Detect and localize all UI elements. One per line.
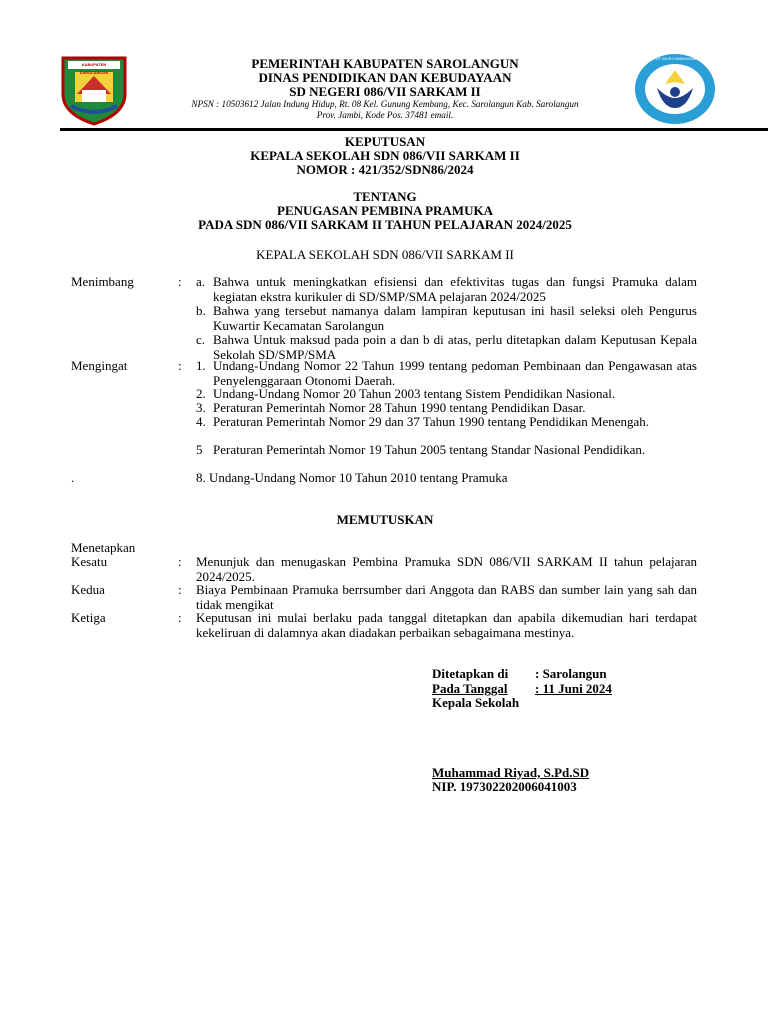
decision-kesatu-label: Kesatu [71, 554, 108, 569]
menimbang-colon: : [178, 274, 182, 289]
decree-subject [100, 190, 670, 232]
letterhead-divider [60, 128, 768, 131]
decree-number: NOMOR : 421/352/SDN86/2024 [296, 162, 474, 177]
decision-ketiga-colon: : [178, 610, 182, 625]
signature-date-label: Pada Tanggal [432, 681, 508, 696]
mengingat-item-8: 8. Undang-Undang Nomor 10 Tahun 2010 tentang Pramuka [196, 470, 508, 485]
menimbang-mark-c: c. [196, 332, 206, 347]
mengingat-colon: : [178, 358, 182, 373]
mengingat-mark-3: 3. [196, 400, 206, 415]
signature-place-label: Ditetapkan di [432, 666, 509, 681]
menetapkan-label: Menetapkan [71, 540, 136, 555]
mengingat-item-2: Undang-Undang Nomor 20 Tahun 2003 tentang Sistem Pendidikan Nasional. [213, 386, 616, 401]
letterhead-address-2: Prov. Jambi, Kode Pos. 37481 email. [316, 110, 454, 120]
subject-line-2: PADA SDN 086/VII SARKAM II TAHUN PELAJARAN 2024/2025 [198, 217, 572, 232]
menimbang-item-b: Bahwa yang tersebut namanya dalam lampiran keputusan ini hasil seleksi oleh Pengurus Kuwartir Kecamatan Sarolangun [213, 303, 697, 333]
decision-kedua-colon: : [178, 582, 182, 597]
menimbang-mark-b: b. [196, 303, 206, 318]
menimbang-label: Menimbang [71, 274, 134, 289]
letterhead-school: SD NEGERI 086/VII SARKAM II [289, 84, 481, 99]
signature-nip: NIP. 197302202006041003 [432, 779, 577, 794]
decision-kesatu-colon: : [178, 554, 182, 569]
mengingat-mark-1: 1. [196, 358, 206, 373]
letterhead [140, 57, 630, 99]
signature-date-value: : 11 Juni 2024 [535, 681, 612, 696]
menimbang-mark-a: a. [196, 274, 206, 289]
menimbang-item-a: Bahwa untuk meningkatkan efisiensi dan efektivitas tugas dan fungsi Pramuka dalam kegiatan ekstra kurikuler di SD/SMP/SMA pelajaran 2024/2025 [213, 274, 697, 304]
mengingat-item-4: Peraturan Pemerintah Nomor 29 dan 37 Tahun 1990 tentang Pendidikan Menengah. [213, 414, 650, 429]
decision-ketiga-label: Ketiga [71, 610, 106, 625]
decision-kedua-text: Biaya Pembinaan Pramuka berrsumber dari Anggota dan RABS dan sumber lain yang sah dan tidak mengikat [196, 582, 697, 612]
mengingat-item-1: Undang-Undang Nomor 22 Tahun 1999 tentang pedoman Pembinaan dan Pengawasan atas Penyelenggaraan Otonomi Daerah. [213, 358, 697, 388]
tut-wuri-handayani-logo [633, 52, 717, 126]
decree-issuer-title: KEPALA SEKOLAH SDN 086/VII SARKAM II [250, 148, 520, 163]
menimbang-item-c: Bahwa Untuk maksud pada poin a dan b di atas, perlu ditetapkan dalam Keputusan Kepala Sekolah SD/SMP/SMA [213, 332, 697, 362]
sarolangun-logo-text: KABUPATEN SAROLANGUN [79, 62, 109, 75]
subject-heading: TENTANG [353, 189, 417, 204]
decree-heading: KEPUTUSAN [344, 134, 426, 149]
mengingat-mark-2: 2. [196, 386, 206, 401]
mengingat-item-3: Peraturan Pemerintah Nomor 28 Tahun 1990 tentang Pendidikan Dasar. [213, 400, 586, 415]
issuer-line: KEPALA SEKOLAH SDN 086/VII SARKAM II [256, 247, 514, 262]
mengingat-mark-4: 4. [196, 414, 206, 429]
letterhead-department: DINAS PENDIDIKAN DAN KEBUDAYAAN [258, 70, 512, 85]
signature-name: Muhammad Riyad, S.Pd.SD [432, 765, 590, 780]
decision-kedua-label: Kedua [71, 582, 105, 597]
mengingat-item-5: Peraturan Pemerintah Nomor 19 Tahun 2005 tentang Standar Nasional Pendidikan. [213, 442, 646, 457]
letterhead-address-1: NPSN : 10503612 Jalan Indung Hidup, Rt. 08 Kel. Gunung Kembang, Kec. Sarolangun Kab. Sarolangun [191, 99, 579, 109]
subject-line-1: PENUGASAN PEMBINA PRAMUKA [277, 203, 493, 218]
mengingat-mark-5: 5 [196, 442, 203, 457]
sarolangun-logo [55, 54, 133, 126]
memutuskan-heading: MEMUTUSKAN [336, 512, 434, 527]
signature-place-value: : Sarolangun [535, 666, 607, 681]
mengingat-stray-dot: . [71, 470, 75, 485]
mengingat-label: Mengingat [71, 358, 128, 373]
decision-kesatu-text: Menunjuk dan menugaskan Pembina Pramuka SDN 086/VII SARKAM II tahun pelajaran 2024/2025. [196, 554, 697, 584]
letterhead-government: PEMERINTAH KABUPATEN SAROLANGUN [251, 56, 519, 71]
signature-position: Kepala Sekolah [432, 695, 520, 710]
tut-wuri-handayani-logo-text: TUT WURI HANDAYANI [653, 56, 697, 61]
decision-ketiga-text: Keputusan ini mulai berlaku pada tanggal ditetapkan dan apabila dikemudian hari terdapat kekeliruan di dalamnya akan diadakan perbaikan sebagaimana mestinya. [196, 610, 697, 640]
decree-title [100, 135, 670, 177]
